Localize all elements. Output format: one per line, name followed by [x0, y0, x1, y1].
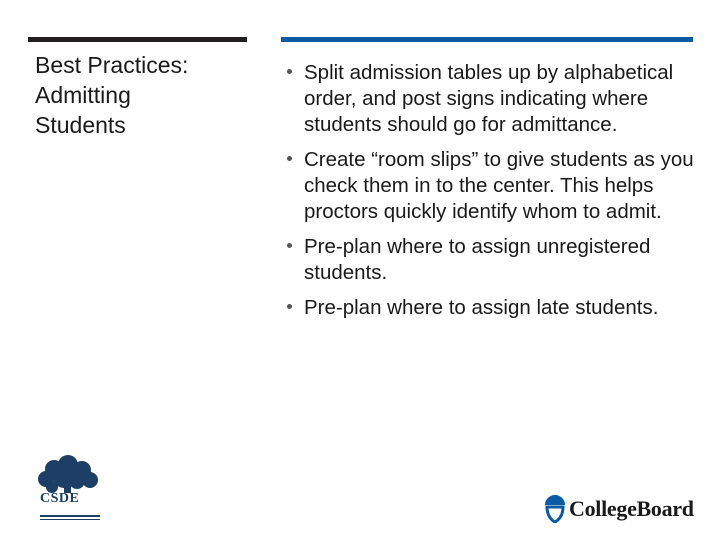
content-divider-bar — [281, 37, 693, 42]
bullet-list — [284, 60, 704, 330]
college-board-logo-text: CollegeBoard — [569, 496, 694, 521]
bullet-item — [284, 295, 704, 321]
bullet-text: Create “room slips” to give students as you check them in to the center. This helps proctors quickly identify whom to admit. — [304, 148, 694, 223]
csde-tree-logo-icon — [24, 455, 106, 525]
bullet-text: Split admission tables up by alphabetical order, and post signs indicating where students should go for admittance. — [304, 61, 674, 136]
acorn-icon — [542, 493, 568, 523]
bullet-icon — [287, 156, 292, 161]
bullet-item — [284, 60, 704, 138]
slide-title-line: Admitting — [35, 82, 131, 108]
csde-logo-text: CSDE — [40, 491, 80, 506]
slide-title-line: Best Practices: — [35, 52, 189, 78]
bullet-icon — [287, 69, 292, 74]
title-divider-bar — [28, 37, 247, 42]
slide-title-line: Students — [35, 112, 126, 138]
bullet-text: Pre-plan where to assign late students. — [304, 296, 659, 319]
slide-title — [35, 50, 245, 140]
bullet-text: Pre-plan where to assign unregistered students. — [304, 235, 651, 284]
bullet-icon — [287, 243, 292, 248]
college-board-logo — [542, 492, 707, 526]
bullet-item — [284, 234, 704, 286]
bullet-item — [284, 147, 704, 225]
bullet-icon — [287, 304, 292, 309]
